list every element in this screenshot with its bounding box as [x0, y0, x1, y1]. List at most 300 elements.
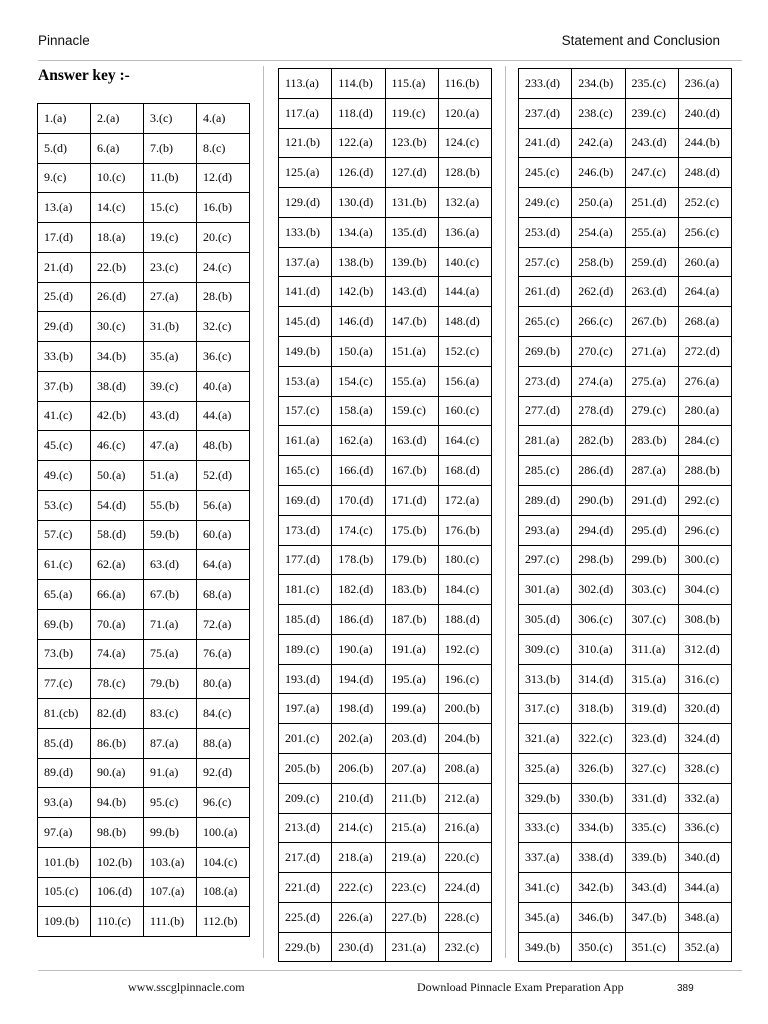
answer-cell: 199.(a) — [385, 694, 438, 724]
answer-cell: 321.(a) — [519, 724, 572, 754]
answer-cell: 211.(b) — [385, 783, 438, 813]
header-brand: Pinnacle — [38, 33, 90, 48]
answer-cell: 184.(c) — [438, 575, 491, 605]
answer-cell: 144.(a) — [438, 277, 491, 307]
answer-cell: 69.(b) — [38, 609, 91, 639]
answer-cell: 215.(a) — [385, 813, 438, 843]
answer-cell: 42.(b) — [91, 401, 144, 431]
table-row — [519, 277, 732, 307]
answer-cell: 30.(c) — [91, 312, 144, 342]
answer-cell: 95.(c) — [144, 788, 197, 818]
answer-cell: 62.(a) — [91, 550, 144, 580]
table-row — [279, 515, 492, 545]
answer-cell: 122.(a) — [332, 128, 385, 158]
answer-cell: 329.(b) — [519, 783, 572, 813]
answer-cell: 110.(c) — [91, 907, 144, 937]
answer-cell: 243.(d) — [625, 128, 678, 158]
page-number: 389 — [677, 983, 694, 994]
answer-cell: 333.(c) — [519, 813, 572, 843]
answer-cell: 186.(d) — [332, 605, 385, 635]
answer-cell: 52.(d) — [197, 461, 250, 491]
answer-cell: 89.(d) — [38, 758, 91, 788]
table-row — [38, 699, 250, 729]
answer-cell: 149.(b) — [279, 337, 332, 367]
answer-cell: 100.(a) — [197, 818, 250, 848]
answer-cell: 74.(a) — [91, 639, 144, 669]
answer-cell: 58.(d) — [91, 520, 144, 550]
answer-cell: 198.(d) — [332, 694, 385, 724]
answer-cell: 182.(d) — [332, 575, 385, 605]
answer-cell: 16.(b) — [197, 193, 250, 223]
answer-cell: 179.(b) — [385, 545, 438, 575]
table-row — [519, 485, 732, 515]
answer-cell: 220.(c) — [438, 843, 491, 873]
answer-cell: 150.(a) — [332, 337, 385, 367]
table-row — [519, 545, 732, 575]
answer-cell: 338.(d) — [572, 843, 625, 873]
table-row — [279, 188, 492, 218]
table-row — [38, 728, 250, 758]
answer-cell: 200.(b) — [438, 694, 491, 724]
answer-cell: 262.(d) — [572, 277, 625, 307]
answer-cell: 40.(a) — [197, 371, 250, 401]
header-chapter-title: Statement and Conclusion — [561, 33, 720, 48]
answer-cell: 233.(d) — [519, 69, 572, 99]
table-row — [279, 396, 492, 426]
answer-cell: 271.(a) — [625, 337, 678, 367]
table-row — [279, 664, 492, 694]
answer-cell: 4.(a) — [197, 104, 250, 134]
answer-cell: 177.(d) — [279, 545, 332, 575]
answer-cell: 54.(d) — [91, 490, 144, 520]
answer-cell: 235.(c) — [625, 69, 678, 99]
answer-cell: 302.(d) — [572, 575, 625, 605]
answer-cell: 72.(a) — [197, 609, 250, 639]
answer-cell: 343.(d) — [625, 873, 678, 903]
answer-cell: 190.(a) — [332, 634, 385, 664]
table-row — [38, 788, 250, 818]
table-row — [38, 401, 250, 431]
answer-cell: 90.(a) — [91, 758, 144, 788]
answer-cell: 5.(d) — [38, 133, 91, 163]
answer-cell: 216.(a) — [438, 813, 491, 843]
answer-cell: 319.(d) — [625, 694, 678, 724]
table-row — [519, 664, 732, 694]
answer-cell: 80.(a) — [197, 669, 250, 699]
answer-cell: 183.(b) — [385, 575, 438, 605]
answer-cell: 11.(b) — [144, 163, 197, 193]
answer-cell: 313.(b) — [519, 664, 572, 694]
answer-cell: 296.(c) — [678, 515, 731, 545]
table-row — [519, 634, 732, 664]
table-row — [38, 669, 250, 699]
answer-cell: 23.(c) — [144, 252, 197, 282]
answer-cell: 204.(b) — [438, 724, 491, 754]
answer-cell: 166.(d) — [332, 456, 385, 486]
answer-cell: 145.(d) — [279, 307, 332, 337]
table-row — [279, 485, 492, 515]
answer-cell: 128.(b) — [438, 158, 491, 188]
answer-cell: 22.(b) — [91, 252, 144, 282]
answer-cell: 209.(c) — [279, 783, 332, 813]
answer-cell: 298.(b) — [572, 545, 625, 575]
table-row — [519, 932, 732, 962]
table-row — [519, 188, 732, 218]
answer-cell: 57.(c) — [38, 520, 91, 550]
answer-cell: 306.(c) — [572, 605, 625, 635]
table-row — [519, 158, 732, 188]
answer-cell: 229.(b) — [279, 932, 332, 962]
table-row — [38, 877, 250, 907]
answer-cell: 203.(d) — [385, 724, 438, 754]
table-row — [519, 426, 732, 456]
answer-cell: 123.(b) — [385, 128, 438, 158]
answer-cell: 18.(a) — [91, 223, 144, 253]
answer-cell: 189.(c) — [279, 634, 332, 664]
footer-rule — [38, 970, 742, 971]
answer-cell: 163.(d) — [385, 426, 438, 456]
answer-cell: 324.(d) — [678, 724, 731, 754]
answer-cell: 131.(b) — [385, 188, 438, 218]
answer-cell: 169.(d) — [279, 485, 332, 515]
answer-cell: 162.(a) — [332, 426, 385, 456]
answer-cell: 142.(b) — [332, 277, 385, 307]
answer-cell: 92.(d) — [197, 758, 250, 788]
answer-cell: 9.(c) — [38, 163, 91, 193]
answer-cell: 36.(c) — [197, 342, 250, 372]
answer-cell: 174.(c) — [332, 515, 385, 545]
answer-cell: 214.(c) — [332, 813, 385, 843]
table-row — [279, 98, 492, 128]
answer-cell: 195.(a) — [385, 664, 438, 694]
table-row — [279, 337, 492, 367]
answer-cell: 293.(a) — [519, 515, 572, 545]
answer-cell: 340.(d) — [678, 843, 731, 873]
answer-cell: 300.(c) — [678, 545, 731, 575]
table-row — [519, 813, 732, 843]
table-row — [38, 431, 250, 461]
table-row — [38, 520, 250, 550]
table-row — [519, 724, 732, 754]
answer-cell: 192.(c) — [438, 634, 491, 664]
answer-cell: 341.(c) — [519, 873, 572, 903]
answer-cell: 161.(a) — [279, 426, 332, 456]
answer-cell: 297.(c) — [519, 545, 572, 575]
answer-cell: 287.(a) — [625, 456, 678, 486]
answer-cell: 120.(a) — [438, 98, 491, 128]
answer-cell: 285.(c) — [519, 456, 572, 486]
answer-cell: 143.(d) — [385, 277, 438, 307]
answer-cell: 318.(b) — [572, 694, 625, 724]
answer-cell: 109.(b) — [38, 907, 91, 937]
answer-cell: 312.(d) — [678, 634, 731, 664]
table-row — [279, 605, 492, 635]
answer-cell: 117.(a) — [279, 98, 332, 128]
table-row — [38, 758, 250, 788]
table-row — [279, 366, 492, 396]
table-row — [279, 426, 492, 456]
answer-cell: 239.(c) — [625, 98, 678, 128]
answer-cell: 264.(a) — [678, 277, 731, 307]
answer-cell: 336.(c) — [678, 813, 731, 843]
answer-cell: 50.(a) — [91, 461, 144, 491]
answer-cell: 171.(d) — [385, 485, 438, 515]
answer-cell: 35.(a) — [144, 342, 197, 372]
answer-cell: 197.(a) — [279, 694, 332, 724]
answer-cell: 253.(d) — [519, 217, 572, 247]
answer-cell: 64.(a) — [197, 550, 250, 580]
answer-cell: 158.(a) — [332, 396, 385, 426]
table-row — [38, 461, 250, 491]
answer-cell: 278.(d) — [572, 396, 625, 426]
answer-cell: 254.(a) — [572, 217, 625, 247]
table-row — [519, 753, 732, 783]
answer-cell: 71.(a) — [144, 609, 197, 639]
answer-cell: 238.(c) — [572, 98, 625, 128]
answer-cell: 206.(b) — [332, 753, 385, 783]
answer-cell: 348.(a) — [678, 902, 731, 932]
answer-cell: 164.(c) — [438, 426, 491, 456]
answer-cell: 260.(a) — [678, 247, 731, 277]
table-row — [519, 366, 732, 396]
answer-cell: 28.(b) — [197, 282, 250, 312]
answer-cell: 20.(c) — [197, 223, 250, 253]
table-row — [279, 545, 492, 575]
answer-cell: 26.(d) — [91, 282, 144, 312]
answer-cell: 13.(a) — [38, 193, 91, 223]
answer-cell: 350.(c) — [572, 932, 625, 962]
table-row — [38, 639, 250, 669]
answer-cell: 187.(b) — [385, 605, 438, 635]
answer-cell: 330.(b) — [572, 783, 625, 813]
answer-cell: 337.(a) — [519, 843, 572, 873]
answer-cell: 212.(a) — [438, 783, 491, 813]
answer-cell: 82.(d) — [91, 699, 144, 729]
answer-cell: 178.(b) — [332, 545, 385, 575]
answer-cell: 48.(b) — [197, 431, 250, 461]
answer-cell: 170.(d) — [332, 485, 385, 515]
answer-cell: 202.(a) — [332, 724, 385, 754]
answer-cell: 98.(b) — [91, 818, 144, 848]
answer-cell: 309.(c) — [519, 634, 572, 664]
table-row — [519, 575, 732, 605]
answer-cell: 116.(b) — [438, 69, 491, 99]
answer-cell: 307.(c) — [625, 605, 678, 635]
answer-cell: 115.(a) — [385, 69, 438, 99]
answer-cell: 70.(a) — [91, 609, 144, 639]
answer-cell: 126.(d) — [332, 158, 385, 188]
answer-cell: 106.(d) — [91, 877, 144, 907]
table-row — [38, 550, 250, 580]
answer-cell: 205.(b) — [279, 753, 332, 783]
answer-cell: 133.(b) — [279, 217, 332, 247]
table-row — [38, 847, 250, 877]
answer-cell: 7.(b) — [144, 133, 197, 163]
answer-cell: 292.(c) — [678, 485, 731, 515]
answer-cell: 156.(a) — [438, 366, 491, 396]
table-row — [38, 371, 250, 401]
answer-cell: 130.(d) — [332, 188, 385, 218]
answer-cell: 207.(a) — [385, 753, 438, 783]
answer-cell: 114.(b) — [332, 69, 385, 99]
answer-cell: 191.(a) — [385, 634, 438, 664]
answer-cell: 268.(a) — [678, 307, 731, 337]
answer-cell: 176.(b) — [438, 515, 491, 545]
answer-cell: 256.(c) — [678, 217, 731, 247]
answer-cell: 281.(a) — [519, 426, 572, 456]
answer-cell: 269.(b) — [519, 337, 572, 367]
answer-cell: 326.(b) — [572, 753, 625, 783]
answer-cell: 323.(d) — [625, 724, 678, 754]
answer-cell: 299.(b) — [625, 545, 678, 575]
table-row — [519, 605, 732, 635]
answer-cell: 3.(c) — [144, 104, 197, 134]
table-row — [279, 724, 492, 754]
answer-cell: 303.(c) — [625, 575, 678, 605]
answer-cell: 322.(c) — [572, 724, 625, 754]
answer-cell: 257.(c) — [519, 247, 572, 277]
answer-cell: 328.(c) — [678, 753, 731, 783]
answer-cell: 291.(d) — [625, 485, 678, 515]
answer-cell: 25.(d) — [38, 282, 91, 312]
answer-cell: 159.(c) — [385, 396, 438, 426]
answer-cell: 245.(c) — [519, 158, 572, 188]
answer-cell: 107.(a) — [144, 877, 197, 907]
answer-cell: 274.(a) — [572, 366, 625, 396]
answer-cell: 327.(c) — [625, 753, 678, 783]
answer-cell: 248.(d) — [678, 158, 731, 188]
answer-cell: 34.(b) — [91, 342, 144, 372]
answer-cell: 331.(d) — [625, 783, 678, 813]
answer-cell: 279.(c) — [625, 396, 678, 426]
answer-cell: 111.(b) — [144, 907, 197, 937]
answer-cell: 39.(c) — [144, 371, 197, 401]
table-row — [279, 634, 492, 664]
answer-cell: 151.(a) — [385, 337, 438, 367]
answer-cell: 24.(c) — [197, 252, 250, 282]
table-row — [38, 342, 250, 372]
table-row — [279, 783, 492, 813]
answer-cell: 127.(d) — [385, 158, 438, 188]
answer-key-heading: Answer key :- — [38, 67, 130, 84]
answer-cell: 91.(a) — [144, 758, 197, 788]
answer-cell: 290.(b) — [572, 485, 625, 515]
answer-cell: 108.(a) — [197, 877, 250, 907]
answer-cell: 349.(b) — [519, 932, 572, 962]
answer-cell: 75.(a) — [144, 639, 197, 669]
answer-cell: 167.(b) — [385, 456, 438, 486]
answer-cell: 346.(b) — [572, 902, 625, 932]
answer-cell: 311.(a) — [625, 634, 678, 664]
answer-cell: 316.(c) — [678, 664, 731, 694]
answer-cell: 344.(a) — [678, 873, 731, 903]
answer-cell: 51.(a) — [144, 461, 197, 491]
column-divider — [505, 66, 506, 958]
table-row — [519, 843, 732, 873]
answer-cell: 97.(a) — [38, 818, 91, 848]
table-row — [519, 396, 732, 426]
answer-cell: 289.(d) — [519, 485, 572, 515]
answer-cell: 138.(b) — [332, 247, 385, 277]
table-row — [519, 873, 732, 903]
answer-cell: 118.(d) — [332, 98, 385, 128]
answer-cell: 270.(c) — [572, 337, 625, 367]
table-row — [519, 456, 732, 486]
answer-cell: 154.(c) — [332, 366, 385, 396]
answer-cell: 272.(d) — [678, 337, 731, 367]
answer-cell: 275.(a) — [625, 366, 678, 396]
answer-cell: 10.(c) — [91, 163, 144, 193]
answer-cell: 78.(c) — [91, 669, 144, 699]
answer-cell: 241.(d) — [519, 128, 572, 158]
table-row — [38, 282, 250, 312]
answer-cell: 68.(a) — [197, 580, 250, 610]
answer-cell: 140.(c) — [438, 247, 491, 277]
answer-cell: 210.(d) — [332, 783, 385, 813]
answer-cell: 86.(b) — [91, 728, 144, 758]
table-row — [519, 307, 732, 337]
table-row — [519, 247, 732, 277]
answer-cell: 85.(d) — [38, 728, 91, 758]
answer-cell: 46.(c) — [91, 431, 144, 461]
answer-cell: 217.(d) — [279, 843, 332, 873]
table-row — [279, 932, 492, 962]
footer-website: www.sscglpinnacle.com — [128, 980, 245, 994]
answer-cell: 94.(b) — [91, 788, 144, 818]
answer-cell: 8.(c) — [197, 133, 250, 163]
answer-cell: 44.(a) — [197, 401, 250, 431]
answer-table-column-2 — [278, 68, 492, 962]
answer-cell: 314.(d) — [572, 664, 625, 694]
answer-cell: 240.(d) — [678, 98, 731, 128]
answer-cell: 99.(b) — [144, 818, 197, 848]
table-row — [279, 158, 492, 188]
answer-cell: 194.(d) — [332, 664, 385, 694]
table-row — [279, 843, 492, 873]
table-row — [38, 580, 250, 610]
table-row — [279, 217, 492, 247]
answer-cell: 37.(b) — [38, 371, 91, 401]
table-row — [38, 163, 250, 193]
answer-cell: 342.(b) — [572, 873, 625, 903]
answer-cell: 61.(c) — [38, 550, 91, 580]
table-row — [279, 128, 492, 158]
answer-cell: 65.(a) — [38, 580, 91, 610]
answer-cell: 223.(c) — [385, 873, 438, 903]
answer-cell: 286.(d) — [572, 456, 625, 486]
answer-cell: 119.(c) — [385, 98, 438, 128]
table-row — [279, 277, 492, 307]
table-row — [279, 873, 492, 903]
answer-cell: 63.(d) — [144, 550, 197, 580]
answer-cell: 224.(d) — [438, 873, 491, 903]
answer-cell: 45.(c) — [38, 431, 91, 461]
answer-cell: 317.(c) — [519, 694, 572, 724]
answer-cell: 230.(d) — [332, 932, 385, 962]
answer-cell: 213.(d) — [279, 813, 332, 843]
answer-cell: 259.(d) — [625, 247, 678, 277]
table-row — [279, 813, 492, 843]
table-row — [279, 247, 492, 277]
answer-cell: 73.(b) — [38, 639, 91, 669]
answer-cell: 249.(c) — [519, 188, 572, 218]
answer-cell: 96.(c) — [197, 788, 250, 818]
answer-cell: 295.(d) — [625, 515, 678, 545]
answer-cell: 181.(c) — [279, 575, 332, 605]
answer-cell: 155.(a) — [385, 366, 438, 396]
answer-cell: 280.(a) — [678, 396, 731, 426]
answer-cell: 196.(c) — [438, 664, 491, 694]
